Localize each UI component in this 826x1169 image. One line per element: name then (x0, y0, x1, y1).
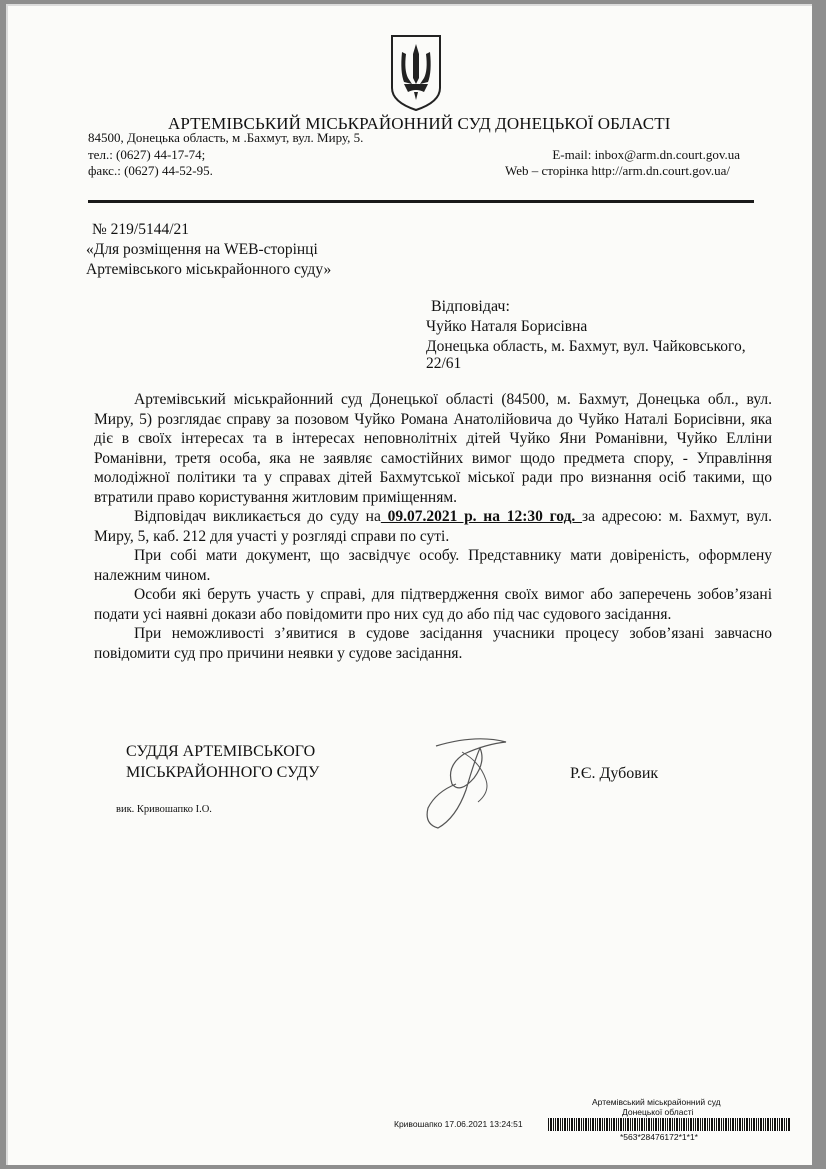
recipient-address-line2: 22/61 (426, 355, 462, 372)
recipient-name: Чуйко Наталя Борисівна (426, 318, 588, 335)
stamp-org-line2: Донецької області (622, 1107, 694, 1117)
recipient-address-line1: Донецька область, м. Бахмут, вул. Чайковського, (426, 338, 746, 355)
summons-text: Відповідач викликається до суду на (134, 508, 381, 525)
document-page (6, 4, 812, 1165)
court-email: E-mail: inbox@arm.dn.court.gov.ua (552, 147, 740, 162)
court-fax: факс.: (0627) 44-52-95. (88, 163, 213, 178)
hearing-datetime: 09.07.2021 р. на 12:30 год. (380, 508, 583, 525)
court-phone: тел.: (0627) 44-17-74; (88, 147, 206, 162)
body-paragraph-4: Особи які беруть участь у справі, для підтвердження своїх вимог або заперечень зобов’язані подати усі наявні докази або повідомити про них суд до або під час судового засідання. (94, 586, 772, 623)
court-name: АРТЕМІВСЬКИЙ МІСЬКРАЙОННИЙ СУД ДОНЕЦЬКОЇ ОБЛАСТІ (168, 114, 671, 133)
letter-body (94, 390, 772, 663)
executor-note: вик. Кривошапко І.О. (116, 804, 212, 815)
handwritten-signature (416, 732, 526, 832)
barcode-icon (548, 1118, 791, 1131)
stamp-org-line1: Артемівський міськрайонний суд (592, 1097, 721, 1107)
judge-title-line2: МІСЬКРАЙОННОГО СУДУ (126, 764, 320, 781)
body-paragraph-5: При неможливості з’явитися в судове засідання учасники процесу зобов’язані завчасно повідомити суд про причини неявки у судове засідання. (94, 625, 772, 662)
judge-name: Р.Є. Дубовик (570, 765, 659, 782)
barcode-number: *563*28476172*1*1* (620, 1132, 698, 1142)
summons-address: за адресою: м. Бахмут, вул. Миру, 5, каб. 212 для участі у розгляді справи по суті. (94, 508, 772, 545)
court-website: Web – сторінка http://arm.dn.court.gov.ua/ (504, 163, 730, 178)
case-number: № 219/5144/21 (92, 221, 190, 238)
court-address: 84500, Донецька область, м .Бахмут, вул. Миру, 5. (88, 130, 364, 145)
web-note-line2: Артемівського міськрайонного суду» (86, 261, 332, 278)
body-paragraph-1: Артемівський міськрайонний суд Донецької області (84500, м. Бахмут, Донецька обл., вул. Миру, 5) розглядає справу за позовом Чуйко Романа Анатолійовича до Чуйко Наталі Борисівни, яка діє в своїх інтересах та в інтересах неповнолітніх дітей Чуйко Яни Романівни, Чуйко Елліни Романівни, третя особа, яка не заявляє самостійних вимог щодо предмета спору, - Управління молодіжної політики та у справах дітей Бахмутської міської ради про визнання осіб такими, що втратили право користування житловим приміщенням. (94, 391, 772, 506)
body-paragraph-3: При собі мати документ, що засвідчує особу. Представнику мати довіреність, оформлену належним чином. (94, 547, 772, 584)
body-paragraph-2 (94, 507, 772, 546)
coat-of-arms-icon (388, 32, 444, 112)
web-note-line1: «Для розміщення на WEB-сторінці (86, 241, 318, 258)
stamp-operator-time: Кривошапко 17.06.2021 13:24:51 (394, 1119, 523, 1129)
header-divider (88, 200, 754, 203)
recipient-label: Відповідач: (431, 298, 510, 315)
judge-title-line1: СУДДЯ АРТЕМІВСЬКОГО (126, 743, 316, 760)
